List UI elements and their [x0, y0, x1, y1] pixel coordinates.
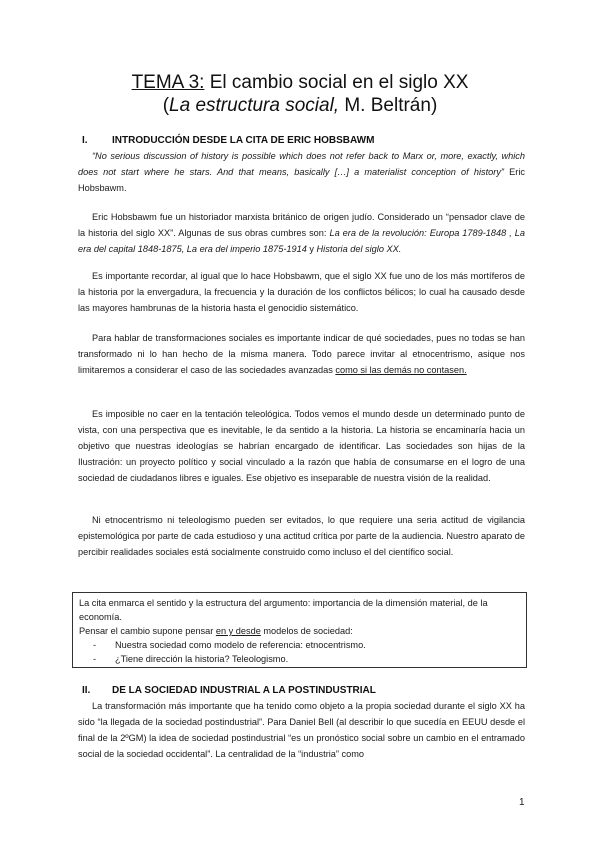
dash-bullet: - — [93, 640, 97, 650]
paragraph: Es importante recordar, al igual que lo hace Hobsbawm, que el siglo XX fue uno de los más mortíferos de la historia por la envergadura, la frecuencia y la duración de los conflictos bélicos; lo cual ha causado desde las mayores hambrunas de la historia hasta el genocidio sistemático. — [78, 271, 525, 313]
summary-box — [72, 592, 527, 668]
section-number: I. — [82, 135, 88, 146]
section-heading-2 — [82, 685, 376, 696]
summary-line — [79, 624, 520, 638]
dash-bullet: - — [93, 654, 97, 664]
list-item — [93, 652, 520, 666]
section-title: DE LA SOCIEDAD INDUSTRIAL A LA POSTINDUSTRIAL — [112, 685, 376, 696]
subtitle-author: M. Beltrán) — [339, 95, 438, 116]
paragraph — [78, 209, 525, 257]
summary-text: modelos de sociedad: — [260, 626, 353, 636]
title-text: El cambio social en el siglo XX — [204, 72, 469, 93]
paragraph: La transformación más importante que ha tenido como objeto a la propia sociedad durante el siglo XX ha sido “la llegada de la sociedad postindustrial”. Para Daniel Bell (al describir lo que sucedía en EEUU desde el final de la 2ºGM) la idea de sociedad postindustrial “es un pronóstico social sobre un cambio en el entramado social de la sociedad occidental”. La centralidad de la “industria” como — [78, 701, 525, 759]
subtitle-open-paren: ( — [162, 95, 170, 116]
list-item — [93, 638, 520, 652]
underlined-text: en y desde — [215, 626, 261, 636]
subtitle-book: La estructura social, — [169, 95, 340, 116]
quote-paragraph — [78, 148, 525, 196]
section-heading-1 — [82, 135, 374, 146]
paragraph-text: Para hablar de transformaciones sociales es importante indicar de qué sociedades, pues no todas se han transformado ni lo han hecho de la misma manera. Todo parece invitar al etnocentrismo, asique nos limitaremos a considerar el caso de las sociedades avanzadas — [78, 333, 525, 375]
page-number: 1 — [519, 797, 525, 808]
page-subtitle — [0, 95, 600, 117]
paragraph-text: y — [306, 244, 317, 254]
summary-list — [79, 638, 520, 666]
list-item-text: Nuestra sociedad como modelo de referencia: etnocentrismo. — [115, 640, 366, 650]
paragraph-text: Eric Hobsbawm fue un historiador marxista británico de origen judío. Considerado un “pensador clave de la historia del siglo XX”. Algunas de sus obras cumbres son: — [78, 212, 525, 238]
summary-line: La cita enmarca el sentido y la estructura del argumento: importancia de la dimensión material, de la economía. — [79, 598, 488, 622]
paragraph: Ni etnocentrismo ni teleologismo pueden ser evitados, lo que requiere una seria actitud de vigilancia epistemológica por parte de cada estudioso y una actitud crítica por parte de la audiencia. Nuestro aparato de percibir realidades sociales está socialmente construido como incluso el del científico social. — [78, 515, 525, 557]
section-number: II. — [82, 685, 91, 696]
summary-text: Pensar el cambio supone pensar — [79, 626, 216, 636]
paragraph — [78, 330, 525, 378]
works-list: La era de la revolución: Europa 1789-1848 , La era del capital 1848-1875, La era del imperio 1875-1914 — [78, 228, 525, 254]
works-list: Historia del siglo XX. — [316, 244, 402, 254]
underlined-text: como si las demás no contasen. — [335, 365, 467, 375]
quote-author: Eric Hobsbawm. — [78, 167, 525, 193]
section-title: INTRODUCCIÓN DESDE LA CITA DE ERIC HOBSBAWM — [112, 135, 375, 146]
paragraph: Es imposible no caer en la tentación teleológica. Todos vemos el mundo desde un determinado punto de vista, con una perspectiva que es inevitable, le da sentido a la historia. La historia se encaminaría hacia un objetivo que nuestras ideologías se habrían encargado de identificar. Las sociedades son hijas de la Ilustración: un proyecto político y social vinculado a la razón que había de consumarse en el logro de una sociedad de ciudadanos libres e iguales. Ese objetivo es inseparable de nuestra visión de la realidad. — [78, 409, 525, 483]
page-title — [0, 72, 600, 94]
quote-text: “No serious discussion of history is possible which does not refer back to Marx or, more, exactly, which does not start where he stars. And that means, basically […] a materialist conception of history” — [78, 151, 525, 177]
list-item-text: ¿Tiene dirección la historia? Teleologismo. — [115, 654, 289, 664]
title-label: TEMA 3: — [131, 72, 205, 93]
